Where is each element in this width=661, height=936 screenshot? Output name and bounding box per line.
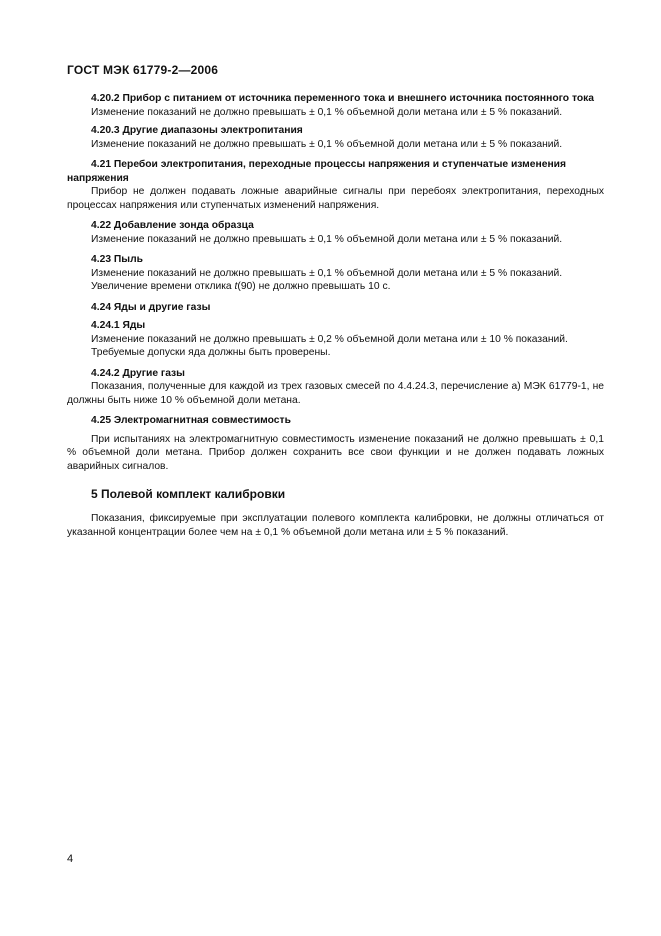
paragraph: Показания, полученные для каждой из трех газовых смесей по 4.4.24.3, перечисление а) МЭК 61779-1, не должны быть ниже 10 % объемной доли метана.	[67, 381, 604, 406]
paragraph: Изменение показаний не должно превышать ± 0,2 % объемной доли метана или ± 10 % показаний.	[91, 333, 568, 345]
page-number: 4	[67, 853, 74, 865]
paragraph: Изменение показаний не должно превышать ± 0,1 % объемной доли метана или ± 5 % показаний.	[91, 138, 563, 150]
text: (90) не должно превышать 10 с.	[237, 281, 391, 292]
heading-4-24: 4.24 Яды и другие газы	[91, 301, 211, 313]
paragraph: Прибор не должен подавать ложные аварийные сигналы при перебоях электропитания, переходных процессах напряжения или ступенчатых изменений напряжения.	[67, 186, 604, 211]
heading-4-21: 4.21 Перебои электропитания, переходные процессы напряжения и ступенчатые изменения напряжения	[67, 159, 567, 184]
paragraph: Изменение показаний не должно превышать ± 0,1 % объемной доли метана или ± 5 % показаний.	[91, 267, 563, 279]
variable-t: t	[234, 281, 238, 292]
heading-4-20-2: 4.20.2 Прибор с питанием от источника переменного тока и внешнего источника постоянного тока	[91, 93, 595, 104]
heading-4-20-3: 4.20.3 Другие диапазоны электропитания	[91, 125, 303, 136]
heading-4-23: 4.23 Пыль	[91, 254, 143, 265]
document-header: ГОСТ МЭК 61779-2—2006	[67, 63, 219, 77]
paragraph-response-time	[67, 280, 604, 294]
heading-4-25: 4.25 Электромагнитная совместимость	[91, 415, 291, 426]
heading-4-22: 4.22 Добавление зонда образца	[91, 220, 254, 231]
heading-4-24-1: 4.24.1 Яды	[91, 320, 146, 331]
paragraph: Изменение показаний не должно превышать ± 0,1 % объемной доли метана или ± 5 % показаний.	[91, 106, 563, 118]
paragraph: Требуемые допуски яда должны быть проверены.	[91, 347, 331, 358]
paragraph: Изменение показаний не должно превышать ± 0,1 % объемной доли метана или ± 5 % показаний.	[91, 233, 563, 245]
paragraph: Показания, фиксируемые при эксплуатации полевого комплекта калибровки, не должны отличаться от указанной концентрации более чем на ± 0,1 % объемной доли метана или ± 5 % показаний.	[67, 513, 604, 538]
paragraph: При испытаниях на электромагнитную совместимость изменение показаний не должно превышать ± 0,1 % объемной доли метана. Прибор должен сохранить все свои функции и не должен подавать ложных аварийных сигналов.	[67, 433, 604, 472]
heading-4-24-2: 4.24.2 Другие газы	[91, 367, 185, 379]
document-body	[67, 92, 604, 539]
section-5-heading: 5 Полевой комплект калибровки	[91, 487, 286, 501]
text: Увеличение времени отклика	[91, 281, 235, 292]
